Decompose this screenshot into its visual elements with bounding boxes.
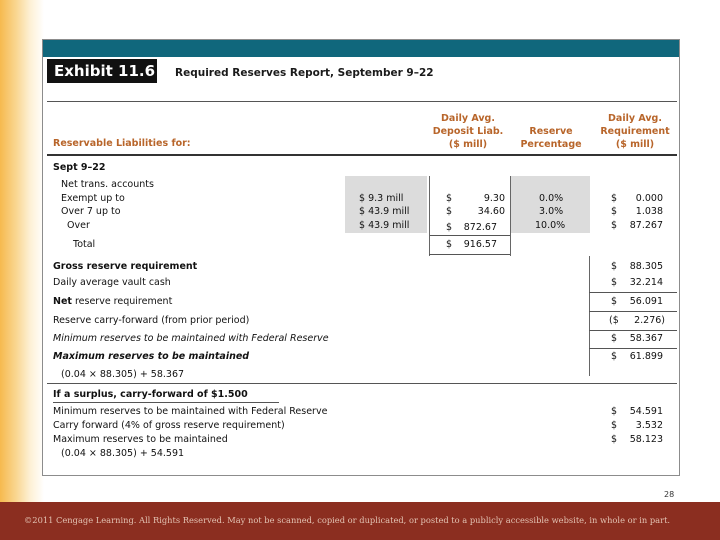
- row-label: Net trans. accounts: [61, 179, 154, 190]
- surplus-heading: If a surplus, carry-forward of $1.500: [53, 389, 248, 400]
- summary-value: $ 88.305: [611, 261, 663, 272]
- deposit-right-rule: [510, 176, 511, 256]
- summary-value: $ 58.367: [611, 333, 663, 344]
- surplus-label: Maximum reserves to be maintained: [53, 434, 228, 445]
- surplus-value: $ 58.123: [611, 434, 663, 445]
- header-divider: [47, 154, 677, 156]
- exhibit-panel: [42, 39, 680, 476]
- surplus-label: Minimum reserves to be maintained with Federal Reserve: [53, 406, 328, 417]
- summary-label: Daily average vault cash: [53, 277, 171, 288]
- summary-label: Gross reserve requirement: [53, 261, 198, 272]
- row-deposit-total: $ 916.57: [446, 239, 497, 250]
- surplus-value: $ 3.532: [611, 420, 663, 431]
- exhibit-top-bar: [43, 40, 679, 57]
- surplus-divider: [47, 383, 677, 384]
- row-limit: $ 9.3 mill: [359, 193, 404, 204]
- row-requirement: $ 0.000: [611, 193, 663, 204]
- surplus-label: Carry forward (4% of gross reserve requirement): [53, 420, 285, 431]
- copyright-text: ©2011 Cengage Learning. All Rights Reserved. May not be scanned, copied or duplicated, or posted to a publicly accessible website, in whole or in part.: [24, 515, 671, 525]
- summary-rule: [589, 292, 677, 293]
- title-divider: [47, 101, 677, 102]
- total-rule: [429, 235, 510, 236]
- header-deposit: Daily Avg. Deposit Liab. ($ mill): [432, 113, 504, 150]
- page-number: 28: [664, 490, 675, 499]
- summary-rule: [589, 348, 677, 349]
- summary-rule: [589, 330, 677, 331]
- summary-label: Reserve carry-forward (from prior period): [53, 315, 250, 326]
- exhibit-label: Exhibit 11.6: [47, 59, 157, 83]
- row-label: Over: [67, 220, 90, 231]
- deposit-left-rule: [429, 176, 430, 256]
- row-limit: $ 43.9 mill: [359, 206, 410, 217]
- summary-label: Maximum reserves to be maintained: [53, 351, 250, 362]
- formula-text: (0.04 × 88.305) + 58.367: [61, 369, 185, 380]
- row-deposit: $ 9.30: [446, 193, 505, 204]
- summary-value: $ 61.899: [611, 351, 663, 362]
- formula-text: (0.04 × 88.305) + 54.591: [61, 448, 185, 459]
- row-percentage: 10.0%: [535, 220, 566, 231]
- row-label: Exempt up to: [61, 193, 125, 204]
- row-label: Over 7 up to: [61, 206, 121, 217]
- requirement-left-rule: [589, 256, 590, 376]
- summary-value: $ 56.091: [611, 296, 663, 307]
- footer-bar: [0, 502, 720, 540]
- row-percentage: 0.0%: [539, 193, 564, 204]
- row-percentage: 3.0%: [539, 206, 564, 217]
- summary-label: Net reserve requirement: [53, 296, 173, 307]
- summary-value: ($ 2.276): [609, 315, 665, 326]
- period-label: Sept 9–22: [53, 162, 106, 173]
- summary-rule: [589, 311, 677, 312]
- summary-label: Minimum reserves to be maintained with Federal Reserve: [53, 333, 329, 344]
- row-requirement: $ 87.267: [611, 220, 663, 231]
- header-percentage: Reserve Percentage: [520, 126, 582, 150]
- row-deposit: $ 34.60: [446, 206, 505, 217]
- row-label-total: Total: [73, 239, 96, 250]
- header-reservable-liabilities: Reservable Liabilities for:: [53, 138, 191, 149]
- row-deposit: $ 872.67: [446, 222, 497, 233]
- surplus-value: $ 54.591: [611, 406, 663, 417]
- summary-value: $ 32.214: [611, 277, 663, 288]
- row-limit: $ 43.9 mill: [359, 220, 410, 231]
- total-bottom-rule: [429, 254, 510, 255]
- surplus-heading-underline: [53, 402, 279, 403]
- exhibit-title: Required Reserves Report, September 9–22: [175, 67, 434, 79]
- header-requirement: Daily Avg. Requirement ($ mill): [600, 113, 670, 150]
- row-requirement: $ 1.038: [611, 206, 663, 217]
